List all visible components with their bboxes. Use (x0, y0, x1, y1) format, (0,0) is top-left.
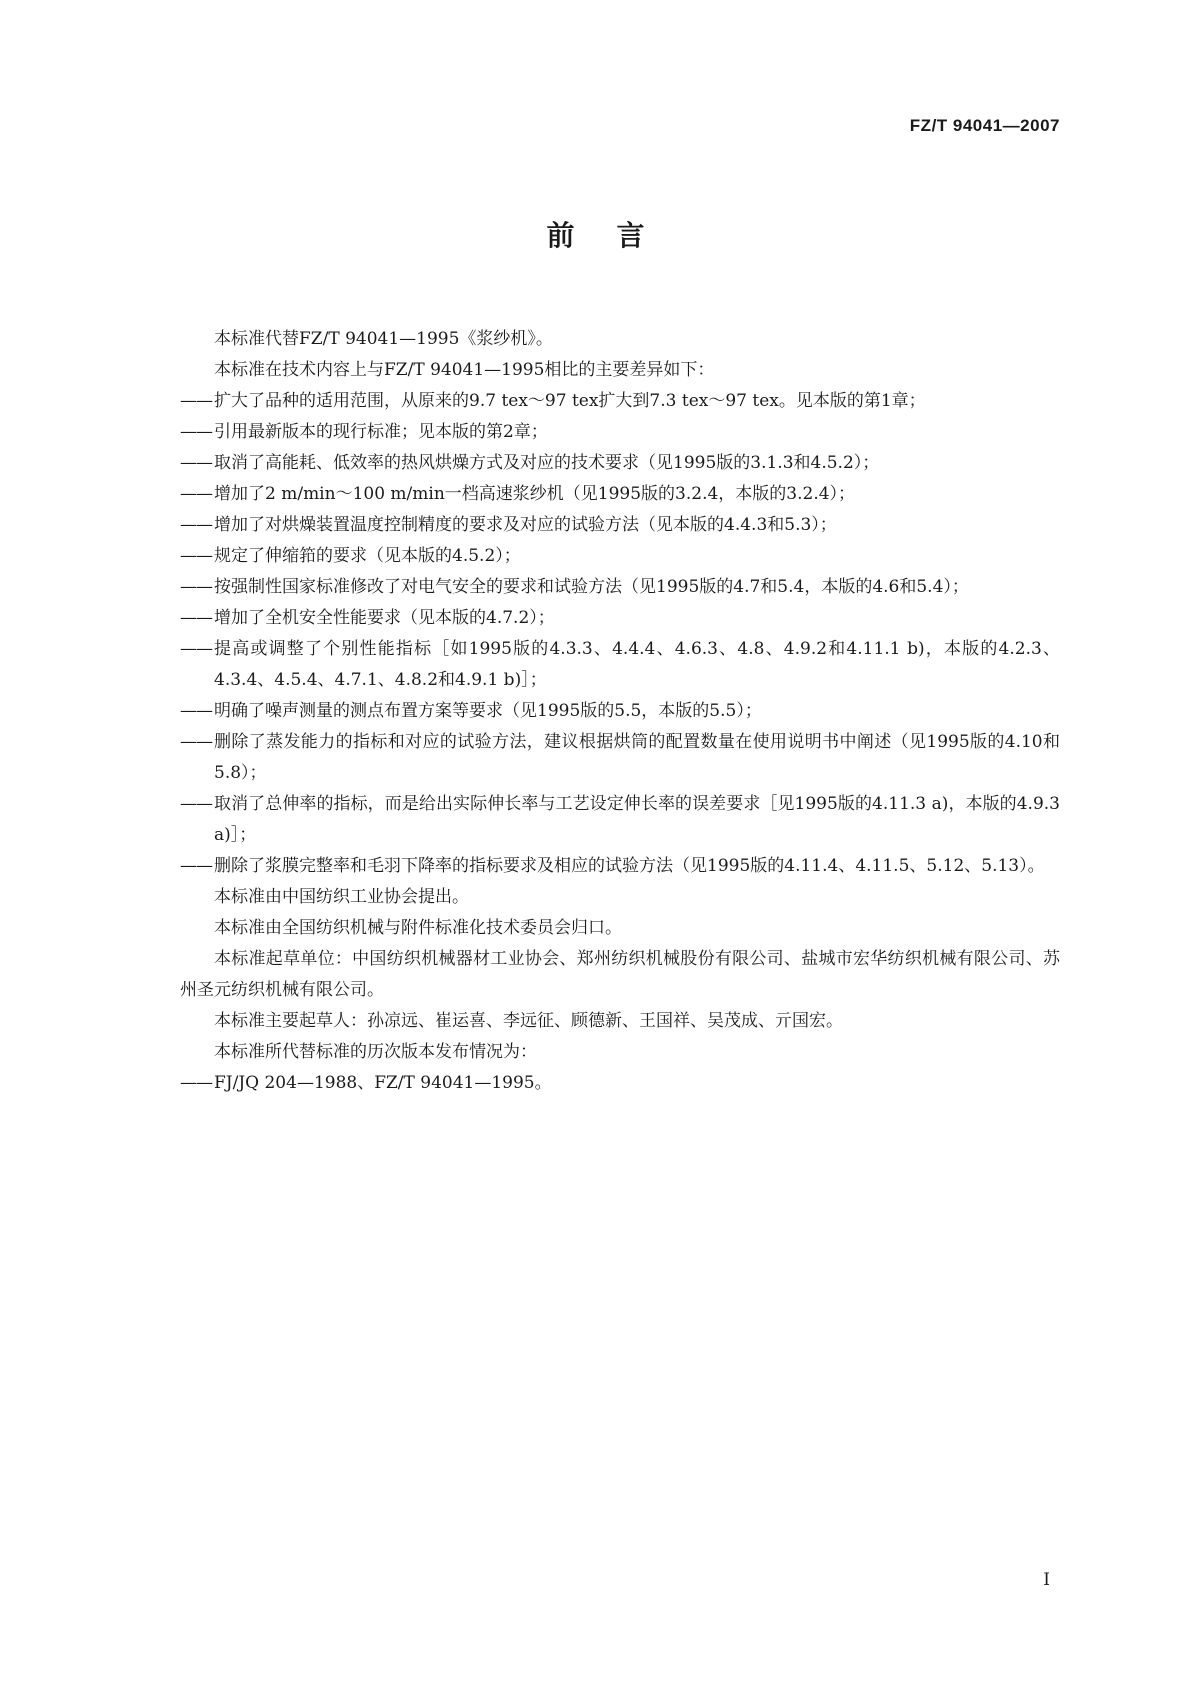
list-item-text: 取消了总伸率的指标，而是给出实际伸长率与工艺设定伸长率的误差要求［见1995版的4.11.3 a)，本版的4.9.3 a)］； (214, 794, 1060, 845)
dash-marker: —— (180, 856, 212, 876)
list-item (180, 479, 1060, 510)
list-item (180, 572, 1060, 603)
list-item-text: 取消了高能耗、低效率的热风烘燥方式及对应的技术要求（见1995版的3.1.3和4.5.2）； (214, 453, 880, 473)
list-item (180, 789, 1060, 851)
paragraph-history-intro: 本标准所代替标准的历次版本发布情况为： (214, 1042, 537, 1062)
dash-marker: —— (180, 546, 212, 566)
dash-marker: —— (180, 794, 212, 814)
standard-number: FZ/T 94041—2007 (909, 116, 1060, 135)
foreword-body (180, 324, 1060, 1099)
list-item-text: 删除了浆膜完整率和毛羽下降率的指标要求及相应的试验方法（见1995版的4.11.4、4.11.5、5.12、5.13）。 (214, 856, 1045, 876)
list-item-text: 按强制性国家标准修改了对电气安全的要求和试验方法（见1995版的4.7和5.4，本版的4.6和5.4）； (214, 577, 969, 597)
list-item (180, 541, 1060, 572)
paragraph-proposed-by: 本标准由中国纺织工业协会提出。 (214, 887, 469, 907)
dash-marker: —— (180, 422, 212, 442)
paragraph-drafters: 本标准主要起草人：孙凉远、崔运喜、李远征、顾德新、王国祥、吴茂成、亓国宏。 (214, 1011, 843, 1031)
list-item-text: 删除了蒸发能力的指标和对应的试验方法，建议根据烘筒的配置数量在使用说明书中阐述（见1995版的4.10和5.8）； (214, 732, 1060, 783)
list-item (180, 634, 1060, 696)
dash-marker: —— (180, 391, 212, 411)
page-title: 前言 (546, 219, 687, 252)
dash-marker: —— (180, 515, 212, 535)
paragraph-differences-intro: 本标准在技术内容上与FZ/T 94041—1995相比的主要差异如下： (214, 360, 715, 380)
page-number: I (1043, 1570, 1050, 1590)
dash-marker: —— (180, 1073, 212, 1093)
list-item (180, 1068, 1060, 1099)
list-item (180, 696, 1060, 727)
list-item-text: 明确了噪声测量的测点布置方案等要求（见1995版的5.5，本版的5.5）； (214, 701, 762, 721)
list-item-text: 增加了对烘燥装置温度控制精度的要求及对应的试验方法（见本版的4.4.3和5.3）； (214, 515, 837, 535)
list-item-text: FJ/JQ 204—1988、FZ/T 94041—1995。 (214, 1073, 552, 1093)
list-item (180, 851, 1060, 882)
list-item (180, 448, 1060, 479)
dash-marker: —— (180, 484, 212, 504)
list-item (180, 417, 1060, 448)
list-item-text: 提高或调整了个别性能指标［如1995版的4.3.3、4.4.4、4.6.3、4.8、4.9.2和4.11.1 b)，本版的4.2.3、4.3.4、4.5.4、4.7.1、4.8.2和4.9.1 b)］； (214, 639, 1060, 690)
list-item (180, 603, 1060, 634)
dash-marker: —— (180, 453, 212, 473)
dash-marker: —— (180, 732, 212, 752)
list-item-text: 引用最新版本的现行标准；见本版的第2章； (214, 422, 548, 442)
dash-marker: —— (180, 577, 212, 597)
dash-marker: —— (180, 639, 212, 659)
paragraph-replaces: 本标准代替FZ/T 94041—1995《浆纱机》。 (214, 329, 553, 349)
list-item-text: 增加了全机安全性能要求（见本版的4.7.2）； (214, 608, 555, 628)
paragraph-centralized-by: 本标准由全国纺织机械与附件标准化技术委员会归口。 (214, 918, 622, 938)
dash-marker: —— (180, 608, 212, 628)
list-item-text: 增加了2 m/min～100 m/min一档高速浆纱机（见1995版的3.2.4，本版的3.2.4）； (214, 484, 856, 504)
list-item (180, 727, 1060, 789)
list-item (180, 386, 1060, 417)
dash-marker: —— (180, 701, 212, 721)
paragraph-drafting-units: 本标准起草单位：中国纺织机械器材工业协会、郑州纺织机械股份有限公司、盐城市宏华纺织机械有限公司、苏州圣元纺织机械有限公司。 (180, 949, 1060, 1000)
list-item-text: 规定了伸缩筘的要求（见本版的4.5.2）； (214, 546, 521, 566)
list-item (180, 510, 1060, 541)
list-item-text: 扩大了品种的适用范围，从原来的9.7 tex～97 tex扩大到7.3 tex～97 tex。见本版的第1章； (214, 391, 926, 411)
